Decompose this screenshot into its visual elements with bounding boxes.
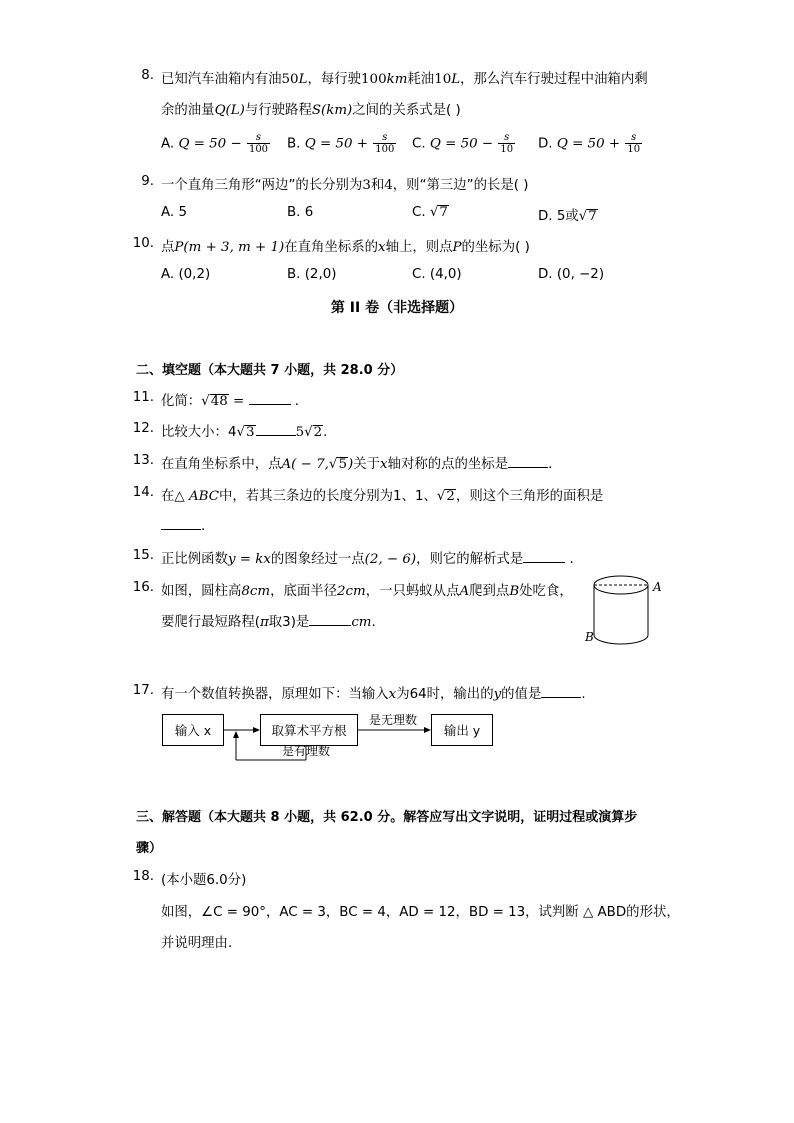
q10-option-d[interactable]: D. (0, −2) — [538, 267, 605, 282]
q16-text: 如图，圆柱高8cm，底面半径2cm，一只蚂蚁从点A爬到点B处吃食， — [161, 584, 573, 599]
q16-answer-blank[interactable] — [309, 613, 351, 626]
q15-answer-blank[interactable] — [523, 550, 565, 563]
q11-number: 11. — [132, 390, 154, 405]
q10-text: 点P(m + 3, m + 1)在直角坐标系的x轴上，则点P的坐标为( ) — [161, 240, 530, 255]
q8-number: 8. — [141, 68, 154, 83]
q9-text: 一个直角三角形“两边”的长分别为3和4，则“第三边”的长是( ) — [161, 178, 529, 193]
q10-option-b[interactable]: B. (2,0) — [287, 267, 337, 282]
q18-score: (本小题6.0分) — [161, 873, 247, 888]
input-x-box: 输入 x — [162, 714, 224, 746]
section3-heading: 三、解答题（本大题共 8 小题，共 62.0 分。解答应写出文字说明，证明过程或演算步 — [136, 810, 638, 825]
q8-option-b[interactable]: B. Q = 50 + $\frac{s}{100}$ — [287, 132, 395, 155]
q10-number: 10. — [132, 236, 154, 251]
q11-answer-blank[interactable] — [249, 392, 291, 405]
q15-number: 15. — [132, 548, 154, 563]
q14-number: 14. — [132, 485, 154, 500]
q13-number: 13. — [132, 453, 154, 468]
sqrt-box: 取算术平方根 — [260, 714, 358, 746]
q11-text: 化简：√48 = . — [161, 394, 300, 409]
output-y-box: 输出 y — [431, 714, 493, 746]
q8-line2: 余的油量Q(L)与行驶路程S(km)之间的关系式是( ) — [161, 103, 461, 118]
q12-text: 比较大小：4√3 5√2. — [161, 425, 328, 440]
q17-text: 有一个数值转换器，原理如下：当输入x为64时，输出的y的值是 . — [161, 687, 586, 702]
q9-option-b[interactable]: B. 6 — [287, 205, 314, 220]
q15-text: 正比例函数y = kx的图象经过一点(2, − 6)，则它的解析式是 . — [161, 552, 574, 567]
q8-option-d[interactable]: D. Q = 50 + $\frac{s}{10}$ — [538, 132, 641, 155]
q18-number: 18. — [132, 869, 154, 884]
q10-option-c[interactable]: C. (4,0) — [412, 267, 462, 282]
q16-number: 16. — [132, 580, 154, 595]
q8-line1: 已知汽车油箱内有油50L，每行驶100km耗油10L，那么汽车行驶过程中油箱内剩 — [161, 72, 648, 87]
cylinder-bottom-arc — [594, 635, 648, 644]
q14-answer-blank[interactable] — [161, 517, 201, 530]
section3-heading-cont: 骤） — [136, 841, 163, 856]
q10-option-a[interactable]: A. (0,2) — [161, 267, 211, 282]
q16-line2: 要爬行最短路程(π取3)是 cm. — [161, 615, 376, 630]
rational-label: 是有理数 — [282, 744, 331, 758]
q18-text-cont: 并说明理由. — [161, 936, 233, 951]
q14-text: 在△ ABC中，若其三条边的长度分别为1、1、√2，则这个三角形的面积是 — [161, 489, 604, 504]
cylinder-point-b-label: B — [585, 630, 594, 644]
q9-option-a[interactable]: A. 5 — [161, 205, 187, 220]
q9-option-d[interactable]: D. 5或√7 — [538, 209, 597, 224]
q17-number: 17. — [132, 683, 154, 698]
q12-answer-blank[interactable] — [256, 423, 296, 436]
q8-option-c[interactable]: C. Q = 50 − $\frac{s}{10}$ — [412, 132, 514, 155]
q18-text: 如图，∠C = 90°，AC = 3，BC = 4，AD = 12，BD = 13，试判断 △ ABD的形状， — [161, 905, 680, 920]
q13-answer-blank[interactable] — [508, 455, 548, 468]
q9-option-c[interactable]: C. √7 — [412, 205, 448, 220]
q12-number: 12. — [132, 421, 154, 436]
irrational-label: 是无理数 — [369, 713, 418, 727]
section2-heading: 二、填空题（本大题共 7 小题，共 28.0 分） — [136, 363, 404, 378]
q13-text: 在直角坐标系中，点A( − 7,√5)关于x轴对称的点的坐标是 . — [161, 457, 553, 472]
q9-number: 9. — [141, 174, 154, 189]
q8-option-a[interactable]: A. Q = 50 − $\frac{s}{100}$ — [161, 132, 269, 155]
part2-title: 第 II 卷（非选择题） — [330, 300, 464, 316]
cylinder-point-a-label: A — [653, 580, 662, 594]
q17-answer-blank[interactable] — [541, 685, 581, 698]
q14-line2: . — [161, 517, 205, 534]
